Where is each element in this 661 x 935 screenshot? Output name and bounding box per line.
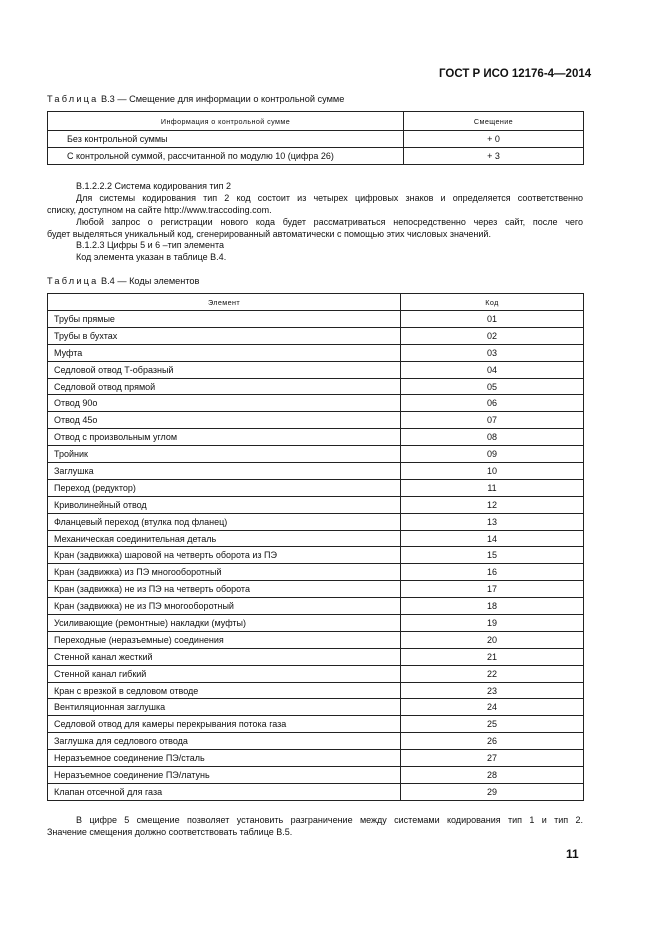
cell-element: Неразъемное соединение ПЭ/латунь <box>48 767 401 784</box>
cell-code: 28 <box>401 767 584 784</box>
cell-element: Трубы прямые <box>48 311 401 328</box>
table-header-row <box>48 112 584 131</box>
cell-code: 26 <box>401 733 584 750</box>
table-row <box>48 581 584 598</box>
cell-code: 23 <box>401 682 584 699</box>
cell-code: 17 <box>401 581 584 598</box>
document-code: ГОСТ Р ИСО 12176-4—2014 <box>439 68 592 80</box>
cell-offset: + 0 <box>404 131 584 148</box>
table-row <box>48 378 584 395</box>
cell-element: Кран (задвижка) из ПЭ многооборотный <box>48 564 401 581</box>
col-header-offset: Смещение <box>404 112 584 131</box>
paragraph-line: Любой запрос о регистрации нового кода будет рассматриваться непосредственно через сайт, после чего <box>76 217 583 227</box>
table-row <box>48 311 584 328</box>
cell-info: Без контрольной суммы <box>48 131 404 148</box>
table-row <box>48 446 584 463</box>
cell-code: 10 <box>401 463 584 480</box>
table-row <box>48 479 584 496</box>
cell-code: 11 <box>401 479 584 496</box>
cell-element: Седловой отвод прямой <box>48 378 401 395</box>
cell-element: Усиливающие (ремонтные) накладки (муфты) <box>48 615 401 632</box>
cell-code: 14 <box>401 530 584 547</box>
table-row <box>48 496 584 513</box>
table-row <box>48 699 584 716</box>
table-row <box>48 463 584 480</box>
table-row <box>48 395 584 412</box>
cell-code: 20 <box>401 631 584 648</box>
cell-code: 06 <box>401 395 584 412</box>
table-row <box>48 733 584 750</box>
table-b3-caption-text: В.3 — Смещение для информации о контрольной сумме <box>101 94 345 104</box>
paragraph-line: будет выделяться уникальный код, сгенерированный автоматически с помощью этих числовых значений. <box>47 229 491 239</box>
table-row <box>48 716 584 733</box>
table-header-row <box>48 294 584 311</box>
table-b4-caption <box>47 276 199 286</box>
table-row <box>48 412 584 429</box>
table-row <box>48 344 584 361</box>
cell-code: 05 <box>401 378 584 395</box>
cell-code: 22 <box>401 665 584 682</box>
cell-code: 24 <box>401 699 584 716</box>
cell-code: 03 <box>401 344 584 361</box>
col-header-element: Элемент <box>48 294 401 311</box>
cell-code: 25 <box>401 716 584 733</box>
cell-element: Вентиляционная заглушка <box>48 699 401 716</box>
cell-element: Кран с врезкой в седловом отводе <box>48 682 401 699</box>
cell-code: 15 <box>401 547 584 564</box>
cell-element: Переход (редуктор) <box>48 479 401 496</box>
paragraph-line: Для системы кодирования тип 2 код состоит из четырех цифровых знаков и определяется соответственно <box>76 193 583 203</box>
cell-info: С контрольной суммой, рассчитанной по модулю 10 (цифра 26) <box>48 148 404 165</box>
page-number: 11 <box>566 847 579 861</box>
col-header-code: Код <box>401 294 584 311</box>
table-row <box>48 615 584 632</box>
cell-code: 13 <box>401 513 584 530</box>
table-row <box>48 750 584 767</box>
table-row <box>48 682 584 699</box>
cell-code: 21 <box>401 648 584 665</box>
table-row <box>48 513 584 530</box>
paragraph-line: списку, доступном на сайте http://www.traccoding.com. <box>47 205 272 215</box>
cell-code: 09 <box>401 446 584 463</box>
cell-code: 19 <box>401 615 584 632</box>
table-b4 <box>47 293 584 801</box>
cell-element: Седловой отвод Т-образный <box>48 361 401 378</box>
cell-element: Стенной канал жесткий <box>48 648 401 665</box>
cell-element: Стенной канал гибкий <box>48 665 401 682</box>
paragraph-line: Код элемента указан в таблице В.4. <box>76 252 227 262</box>
cell-element: Заглушка <box>48 463 401 480</box>
table-row <box>48 547 584 564</box>
section-heading-b123: В.1.2.3 Цифры 5 и 6 –тип элемента <box>76 240 224 250</box>
table-row <box>48 648 584 665</box>
cell-code: 12 <box>401 496 584 513</box>
cell-code: 08 <box>401 429 584 446</box>
cell-element: Кран (задвижка) шаровой на четверть оборота из ПЭ <box>48 547 401 564</box>
table-b4-caption-text: В.4 — Коды элементов <box>101 276 200 286</box>
cell-code: 29 <box>401 783 584 800</box>
cell-element: Тройник <box>48 446 401 463</box>
cell-code: 27 <box>401 750 584 767</box>
cell-element: Отвод с произвольным углом <box>48 429 401 446</box>
cell-element: Переходные (неразъемные) соединения <box>48 631 401 648</box>
col-header-info: Информация о контрольной сумме <box>48 112 404 131</box>
cell-code: 16 <box>401 564 584 581</box>
table-row <box>48 361 584 378</box>
cell-element: Седловой отвод для камеры перекрывания потока газа <box>48 716 401 733</box>
table-row <box>48 131 584 148</box>
cell-element: Криволинейный отвод <box>48 496 401 513</box>
cell-code: 02 <box>401 327 584 344</box>
table-row <box>48 665 584 682</box>
table-row <box>48 767 584 784</box>
cell-offset: + 3 <box>404 148 584 165</box>
cell-element: Отвод 90о <box>48 395 401 412</box>
paragraph-line: Значение смещения должно соответствовать таблице В.5. <box>47 827 293 837</box>
cell-element: Кран (задвижка) не из ПЭ на четверть оборота <box>48 581 401 598</box>
table-b3-caption-word: Таблица <box>47 94 99 104</box>
cell-element: Неразъемное соединение ПЭ/сталь <box>48 750 401 767</box>
cell-element: Фланцевый переход (втулка под фланец) <box>48 513 401 530</box>
table-b3 <box>47 111 584 165</box>
cell-code: 07 <box>401 412 584 429</box>
table-b3-caption <box>47 94 344 104</box>
section-heading-b1222: В.1.2.2.2 Система кодирования тип 2 <box>76 181 231 191</box>
table-row <box>48 327 584 344</box>
cell-element: Муфта <box>48 344 401 361</box>
table-row <box>48 530 584 547</box>
table-row <box>48 564 584 581</box>
table-row <box>48 783 584 800</box>
cell-element: Отвод 45о <box>48 412 401 429</box>
cell-element: Заглушка для седлового отвода <box>48 733 401 750</box>
cell-element: Кран (задвижка) не из ПЭ многооборотный <box>48 598 401 615</box>
cell-element: Клапан отсечной для газа <box>48 783 401 800</box>
table-row <box>48 631 584 648</box>
table-row <box>48 148 584 165</box>
cell-code: 01 <box>401 311 584 328</box>
cell-code: 18 <box>401 598 584 615</box>
cell-element: Трубы в бухтах <box>48 327 401 344</box>
table-b4-caption-word: Таблица <box>47 276 99 286</box>
paragraph-line: В цифре 5 смещение позволяет установить разграничение между системами кодирования тип 1 и тип 2. <box>76 815 583 825</box>
cell-code: 04 <box>401 361 584 378</box>
table-row <box>48 429 584 446</box>
table-row <box>48 598 584 615</box>
cell-element: Механическая соединительная деталь <box>48 530 401 547</box>
